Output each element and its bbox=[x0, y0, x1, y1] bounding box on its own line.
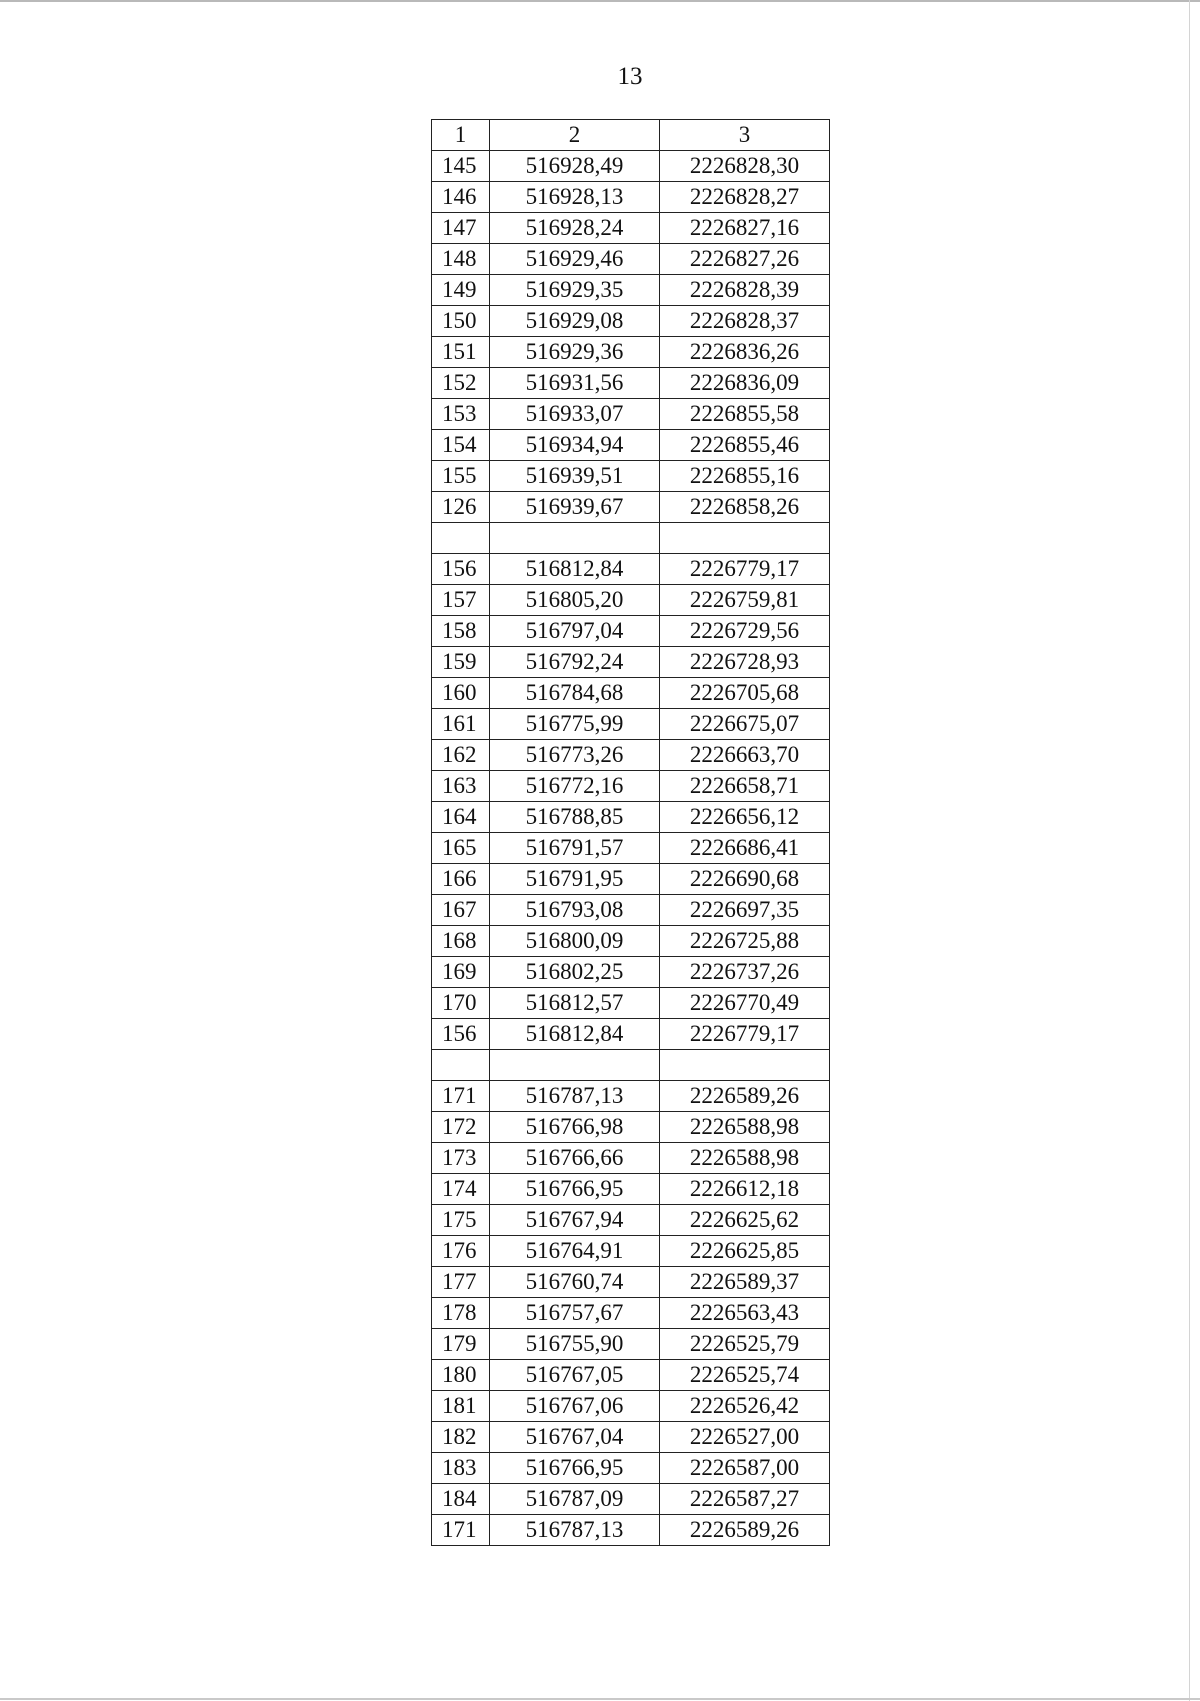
table-row bbox=[432, 1050, 830, 1081]
cell-y-coordinate: 2226828,37 bbox=[660, 306, 830, 337]
cell-y-coordinate: 2226658,71 bbox=[660, 771, 830, 802]
cell-y-coordinate: 2226779,17 bbox=[660, 554, 830, 585]
cell-y-coordinate bbox=[660, 523, 830, 554]
table-row bbox=[432, 1019, 830, 1050]
page-number: 13 bbox=[617, 63, 643, 90]
table-row bbox=[432, 337, 830, 368]
table-row bbox=[432, 957, 830, 988]
table-row bbox=[432, 213, 830, 244]
table-row bbox=[432, 585, 830, 616]
cell-x-coordinate: 516787,13 bbox=[490, 1081, 660, 1112]
table-row bbox=[432, 833, 830, 864]
table-row bbox=[432, 1484, 830, 1515]
cell-y-coordinate: 2226836,26 bbox=[660, 337, 830, 368]
cell-x-coordinate: 516755,90 bbox=[490, 1329, 660, 1360]
cell-y-coordinate: 2226855,46 bbox=[660, 430, 830, 461]
cell-y-coordinate: 2226770,49 bbox=[660, 988, 830, 1019]
cell-x-coordinate bbox=[490, 523, 660, 554]
cell-y-coordinate bbox=[660, 1050, 830, 1081]
header-row bbox=[432, 120, 830, 151]
cell-x-coordinate: 516931,56 bbox=[490, 368, 660, 399]
header-cell-y: 3 bbox=[660, 120, 830, 151]
table-row bbox=[432, 182, 830, 213]
cell-y-coordinate: 2226858,26 bbox=[660, 492, 830, 523]
cell-y-coordinate: 2226737,26 bbox=[660, 957, 830, 988]
cell-y-coordinate: 2226587,27 bbox=[660, 1484, 830, 1515]
cell-x-coordinate: 516767,94 bbox=[490, 1205, 660, 1236]
scan-edge-top bbox=[0, 0, 1200, 2]
cell-x-coordinate: 516787,13 bbox=[490, 1515, 660, 1546]
cell-point-number: 159 bbox=[432, 647, 490, 678]
cell-x-coordinate: 516928,49 bbox=[490, 151, 660, 182]
cell-x-coordinate: 516766,98 bbox=[490, 1112, 660, 1143]
scan-edge-bottom bbox=[0, 1698, 1200, 1700]
cell-x-coordinate: 516812,84 bbox=[490, 1019, 660, 1050]
cell-point-number: 154 bbox=[432, 430, 490, 461]
cell-point-number: 175 bbox=[432, 1205, 490, 1236]
cell-point-number bbox=[432, 1050, 490, 1081]
cell-x-coordinate bbox=[490, 1050, 660, 1081]
cell-point-number: 145 bbox=[432, 151, 490, 182]
cell-y-coordinate: 2226725,88 bbox=[660, 926, 830, 957]
cell-x-coordinate: 516791,95 bbox=[490, 864, 660, 895]
scan-edge-right bbox=[1189, 0, 1190, 1701]
cell-y-coordinate: 2226828,39 bbox=[660, 275, 830, 306]
cell-point-number: 162 bbox=[432, 740, 490, 771]
cell-x-coordinate: 516764,91 bbox=[490, 1236, 660, 1267]
table-row bbox=[432, 275, 830, 306]
cell-x-coordinate: 516934,94 bbox=[490, 430, 660, 461]
cell-x-coordinate: 516929,46 bbox=[490, 244, 660, 275]
cell-point-number: 148 bbox=[432, 244, 490, 275]
table-row bbox=[432, 926, 830, 957]
cell-y-coordinate: 2226828,27 bbox=[660, 182, 830, 213]
cell-point-number: 174 bbox=[432, 1174, 490, 1205]
cell-x-coordinate: 516766,95 bbox=[490, 1174, 660, 1205]
table-row bbox=[432, 864, 830, 895]
cell-point-number: 180 bbox=[432, 1360, 490, 1391]
cell-point-number: 151 bbox=[432, 337, 490, 368]
cell-point-number: 178 bbox=[432, 1298, 490, 1329]
cell-x-coordinate: 516792,24 bbox=[490, 647, 660, 678]
cell-point-number: 176 bbox=[432, 1236, 490, 1267]
cell-y-coordinate: 2226697,35 bbox=[660, 895, 830, 926]
header-cell-x: 2 bbox=[490, 120, 660, 151]
cell-point-number: 181 bbox=[432, 1391, 490, 1422]
header-cell-point-number: 1 bbox=[432, 120, 490, 151]
cell-point-number: 157 bbox=[432, 585, 490, 616]
cell-x-coordinate: 516773,26 bbox=[490, 740, 660, 771]
cell-y-coordinate: 2226525,74 bbox=[660, 1360, 830, 1391]
table-row bbox=[432, 988, 830, 1019]
cell-point-number: 165 bbox=[432, 833, 490, 864]
cell-point-number bbox=[432, 523, 490, 554]
table-body bbox=[432, 151, 830, 1546]
cell-x-coordinate: 516797,04 bbox=[490, 616, 660, 647]
table-row bbox=[432, 492, 830, 523]
cell-y-coordinate: 2226827,16 bbox=[660, 213, 830, 244]
cell-y-coordinate: 2226625,85 bbox=[660, 1236, 830, 1267]
cell-point-number: 160 bbox=[432, 678, 490, 709]
cell-point-number: 126 bbox=[432, 492, 490, 523]
cell-x-coordinate: 516772,16 bbox=[490, 771, 660, 802]
cell-point-number: 169 bbox=[432, 957, 490, 988]
table-row bbox=[432, 244, 830, 275]
table-row bbox=[432, 1081, 830, 1112]
table-row bbox=[432, 678, 830, 709]
cell-x-coordinate: 516793,08 bbox=[490, 895, 660, 926]
cell-x-coordinate: 516760,74 bbox=[490, 1267, 660, 1298]
cell-x-coordinate: 516757,67 bbox=[490, 1298, 660, 1329]
cell-x-coordinate: 516767,05 bbox=[490, 1360, 660, 1391]
table-row bbox=[432, 709, 830, 740]
coordinates-table bbox=[431, 119, 830, 1546]
cell-point-number: 161 bbox=[432, 709, 490, 740]
cell-x-coordinate: 516766,95 bbox=[490, 1453, 660, 1484]
cell-point-number: 173 bbox=[432, 1143, 490, 1174]
cell-x-coordinate: 516929,08 bbox=[490, 306, 660, 337]
table-row bbox=[432, 1329, 830, 1360]
cell-y-coordinate: 2226588,98 bbox=[660, 1112, 830, 1143]
cell-point-number: 170 bbox=[432, 988, 490, 1019]
table-row bbox=[432, 1453, 830, 1484]
cell-x-coordinate: 516929,35 bbox=[490, 275, 660, 306]
cell-x-coordinate: 516800,09 bbox=[490, 926, 660, 957]
cell-point-number: 147 bbox=[432, 213, 490, 244]
table-row bbox=[432, 523, 830, 554]
cell-point-number: 150 bbox=[432, 306, 490, 337]
cell-point-number: 156 bbox=[432, 1019, 490, 1050]
cell-point-number: 184 bbox=[432, 1484, 490, 1515]
table-row bbox=[432, 1267, 830, 1298]
table-row bbox=[432, 740, 830, 771]
cell-x-coordinate: 516775,99 bbox=[490, 709, 660, 740]
cell-point-number: 172 bbox=[432, 1112, 490, 1143]
cell-point-number: 156 bbox=[432, 554, 490, 585]
cell-y-coordinate: 2226690,68 bbox=[660, 864, 830, 895]
cell-y-coordinate: 2226759,81 bbox=[660, 585, 830, 616]
cell-point-number: 166 bbox=[432, 864, 490, 895]
cell-x-coordinate: 516928,24 bbox=[490, 213, 660, 244]
cell-x-coordinate: 516928,13 bbox=[490, 182, 660, 213]
cell-y-coordinate: 2226686,41 bbox=[660, 833, 830, 864]
cell-x-coordinate: 516767,06 bbox=[490, 1391, 660, 1422]
cell-x-coordinate: 516784,68 bbox=[490, 678, 660, 709]
table-row bbox=[432, 306, 830, 337]
cell-x-coordinate: 516812,84 bbox=[490, 554, 660, 585]
cell-y-coordinate: 2226589,37 bbox=[660, 1267, 830, 1298]
cell-y-coordinate: 2226587,00 bbox=[660, 1453, 830, 1484]
table-row bbox=[432, 1205, 830, 1236]
table-row bbox=[432, 616, 830, 647]
cell-point-number: 168 bbox=[432, 926, 490, 957]
cell-y-coordinate: 2226589,26 bbox=[660, 1515, 830, 1546]
cell-point-number: 163 bbox=[432, 771, 490, 802]
table-row bbox=[432, 399, 830, 430]
cell-point-number: 171 bbox=[432, 1515, 490, 1546]
cell-x-coordinate: 516767,04 bbox=[490, 1422, 660, 1453]
cell-y-coordinate: 2226705,68 bbox=[660, 678, 830, 709]
table-row bbox=[432, 1174, 830, 1205]
cell-point-number: 149 bbox=[432, 275, 490, 306]
cell-y-coordinate: 2226656,12 bbox=[660, 802, 830, 833]
cell-y-coordinate: 2226855,58 bbox=[660, 399, 830, 430]
table-row bbox=[432, 1298, 830, 1329]
cell-x-coordinate: 516802,25 bbox=[490, 957, 660, 988]
table-header bbox=[432, 120, 830, 151]
table-row bbox=[432, 430, 830, 461]
cell-y-coordinate: 2226675,07 bbox=[660, 709, 830, 740]
table-row bbox=[432, 554, 830, 585]
cell-y-coordinate: 2226728,93 bbox=[660, 647, 830, 678]
cell-y-coordinate: 2226527,00 bbox=[660, 1422, 830, 1453]
cell-y-coordinate: 2226526,42 bbox=[660, 1391, 830, 1422]
table-row bbox=[432, 1112, 830, 1143]
cell-y-coordinate: 2226828,30 bbox=[660, 151, 830, 182]
cell-y-coordinate: 2226563,43 bbox=[660, 1298, 830, 1329]
table-row bbox=[432, 1143, 830, 1174]
cell-x-coordinate: 516787,09 bbox=[490, 1484, 660, 1515]
cell-x-coordinate: 516788,85 bbox=[490, 802, 660, 833]
cell-x-coordinate: 516929,36 bbox=[490, 337, 660, 368]
cell-point-number: 171 bbox=[432, 1081, 490, 1112]
table-row bbox=[432, 151, 830, 182]
cell-x-coordinate: 516939,51 bbox=[490, 461, 660, 492]
cell-point-number: 183 bbox=[432, 1453, 490, 1484]
cell-point-number: 152 bbox=[432, 368, 490, 399]
cell-x-coordinate: 516766,66 bbox=[490, 1143, 660, 1174]
table-row bbox=[432, 1422, 830, 1453]
cell-point-number: 182 bbox=[432, 1422, 490, 1453]
cell-point-number: 167 bbox=[432, 895, 490, 926]
cell-y-coordinate: 2226525,79 bbox=[660, 1329, 830, 1360]
table-row bbox=[432, 895, 830, 926]
cell-y-coordinate: 2226827,26 bbox=[660, 244, 830, 275]
cell-y-coordinate: 2226589,26 bbox=[660, 1081, 830, 1112]
cell-y-coordinate: 2226588,98 bbox=[660, 1143, 830, 1174]
cell-y-coordinate: 2226779,17 bbox=[660, 1019, 830, 1050]
cell-point-number: 158 bbox=[432, 616, 490, 647]
table-row bbox=[432, 802, 830, 833]
cell-x-coordinate: 516939,67 bbox=[490, 492, 660, 523]
cell-y-coordinate: 2226663,70 bbox=[660, 740, 830, 771]
table-row bbox=[432, 461, 830, 492]
cell-y-coordinate: 2226729,56 bbox=[660, 616, 830, 647]
cell-point-number: 146 bbox=[432, 182, 490, 213]
cell-x-coordinate: 516791,57 bbox=[490, 833, 660, 864]
cell-point-number: 155 bbox=[432, 461, 490, 492]
table-row bbox=[432, 1360, 830, 1391]
table-row bbox=[432, 771, 830, 802]
cell-point-number: 164 bbox=[432, 802, 490, 833]
table-row bbox=[432, 1236, 830, 1267]
cell-point-number: 153 bbox=[432, 399, 490, 430]
cell-y-coordinate: 2226836,09 bbox=[660, 368, 830, 399]
cell-x-coordinate: 516805,20 bbox=[490, 585, 660, 616]
cell-y-coordinate: 2226855,16 bbox=[660, 461, 830, 492]
table-row bbox=[432, 1515, 830, 1546]
table-row bbox=[432, 1391, 830, 1422]
cell-point-number: 177 bbox=[432, 1267, 490, 1298]
cell-y-coordinate: 2226612,18 bbox=[660, 1174, 830, 1205]
cell-point-number: 179 bbox=[432, 1329, 490, 1360]
cell-x-coordinate: 516812,57 bbox=[490, 988, 660, 1019]
table-row bbox=[432, 368, 830, 399]
cell-y-coordinate: 2226625,62 bbox=[660, 1205, 830, 1236]
cell-x-coordinate: 516933,07 bbox=[490, 399, 660, 430]
table-row bbox=[432, 647, 830, 678]
